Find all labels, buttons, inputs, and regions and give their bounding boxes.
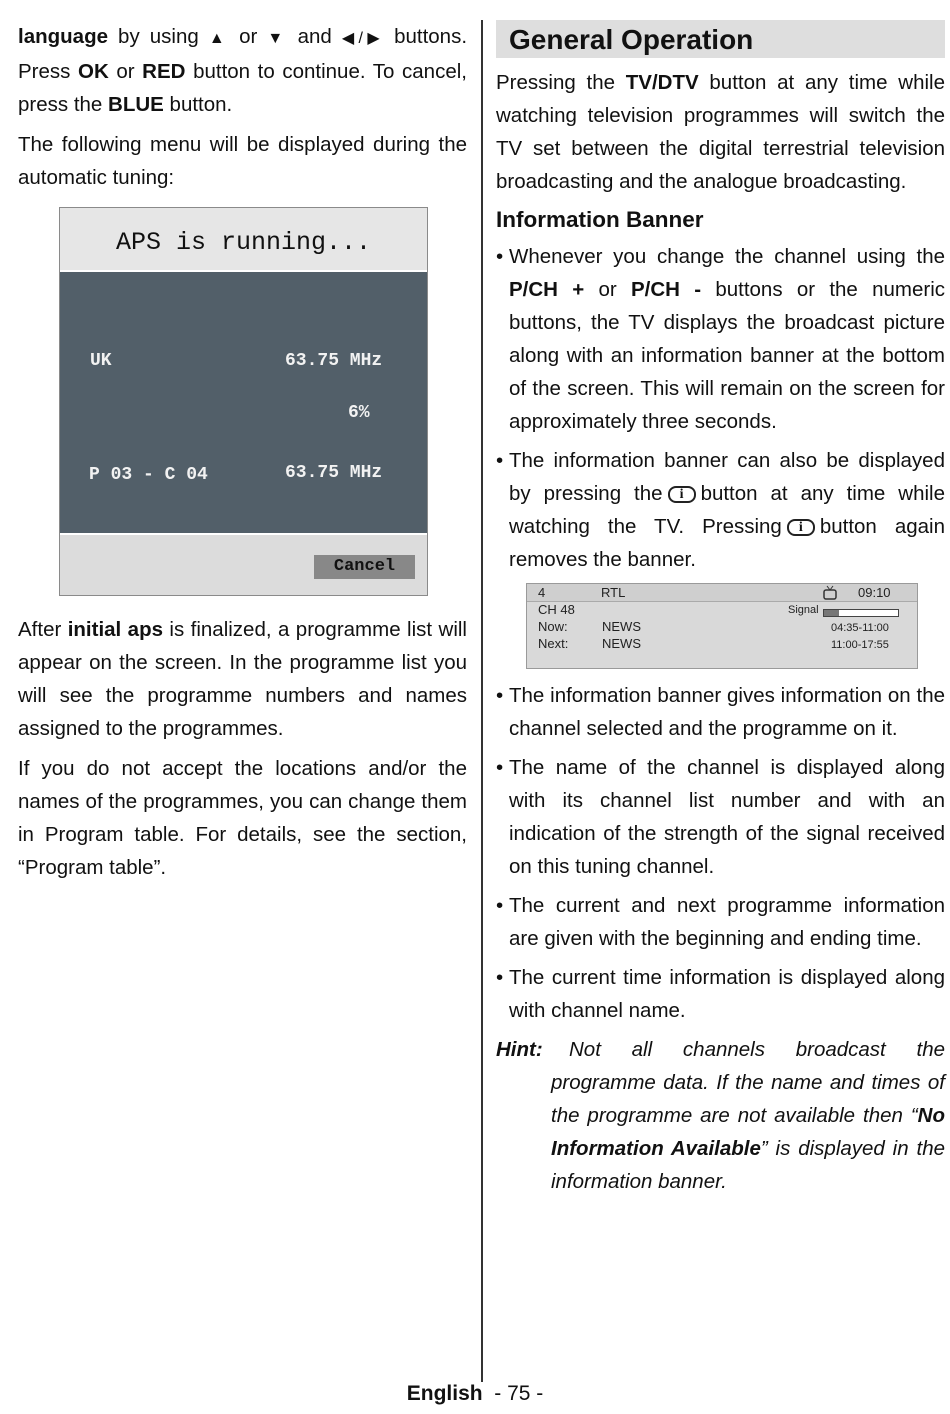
right-column [496, 20, 945, 1198]
banner-now-label: Now: [538, 619, 568, 634]
banner-next-label: Next: [538, 636, 569, 651]
list-item: • The current time information is displayed along with channel name. [496, 966, 945, 1022]
list-item: • The name of the channel is displayed along with its channel list number and with an indication of the strength of the signal received on this tuning channel. [496, 756, 945, 878]
footer-language: English [406, 1382, 483, 1405]
tv-icon [823, 585, 837, 600]
banner-channel-number: 4 [538, 585, 546, 600]
hint-label: Hint: [496, 1038, 543, 1061]
left-right-arrow-icon: ◀/▶ [341, 30, 385, 47]
list-item: • The current and next programme information are given with the beginning and ending time. [496, 894, 945, 950]
aps-title: APS is running... [60, 208, 427, 270]
left-column [18, 20, 467, 891]
hint-note [496, 1033, 945, 1198]
list-item: • The information banner can also be displayed by pressing the i button at any time while watching the TV. Pressing i button again removes the banner. [496, 449, 945, 571]
menu-intro: The following menu will be displayed during the automatic tuning: [18, 133, 467, 189]
section-title: General Operation [496, 20, 945, 58]
up-arrow-icon: ▲ [208, 30, 230, 47]
banner-ch: CH 48 [538, 602, 575, 617]
list-item: • Whenever you change the channel using the P/CH + or P/CH - buttons or the numeric buttons, the TV displays the broadcast picture along with an information banner at the bottom of the screen. This will remain on the screen for approximately three seconds. [496, 245, 946, 433]
banner-now-time: 04:35-11:00 [831, 622, 889, 634]
program-table-info: If you do not accept the locations and/or the names of the programmes, you can change them in Program table. For details, see the section, “Program table”. [18, 757, 467, 879]
cancel-button[interactable]: Cancel [314, 555, 415, 579]
information-banner [526, 583, 918, 669]
page-footer [0, 1382, 950, 1406]
aps-status-panel [60, 272, 427, 533]
general-operation-text: Pressing the TV/DTV button at any time while watching television programmes will switch the TV set between the digital terrestrial television broadcasting and the analogue broadcasting. [496, 71, 945, 193]
hint-text: Not all channels broadcast the programme data. If the name and times of the programme are not available then “No Information Available” is displayed in the information banner. [551, 1038, 945, 1193]
list-item: • The information banner gives information on the channel selected and the programme on it. [496, 684, 945, 740]
banner-now-programme: NEWS [602, 619, 641, 634]
info-button-icon: i [787, 519, 815, 536]
signal-strength-bar [823, 609, 899, 617]
banner-next-programme: NEWS [602, 636, 641, 651]
aps-dialog [59, 207, 428, 596]
banner-signal-label: Signal [788, 604, 819, 616]
info-button-icon: i [668, 486, 696, 503]
programme-list-info: After initial aps is finalized, a programme list will appear on the screen. In the programme list you will see the programme numbers and names assigned to the programmes. [18, 618, 467, 740]
banner-time: 09:10 [858, 585, 891, 600]
information-banner-heading: Information Banner [496, 207, 704, 232]
tuning-instructions: language by using ▲ or ▼ and ◀/▶ buttons. Press OK or RED button to continue. To cancel, press the BLUE button. [18, 25, 468, 116]
column-divider [481, 20, 483, 1382]
aps-frequency-current: 63.75 MHz [285, 463, 383, 483]
aps-progress: 6% [348, 403, 370, 423]
aps-channel: P 03 - C 04 [89, 465, 208, 485]
banner-next-time: 11:00-17:55 [831, 639, 889, 651]
down-arrow-icon: ▼ [267, 30, 288, 47]
banner-channel-name: RTL [601, 585, 626, 600]
aps-country: UK [90, 351, 112, 371]
page-number: - 75 - [494, 1382, 544, 1405]
aps-frequency: 63.75 MHz [285, 351, 383, 371]
